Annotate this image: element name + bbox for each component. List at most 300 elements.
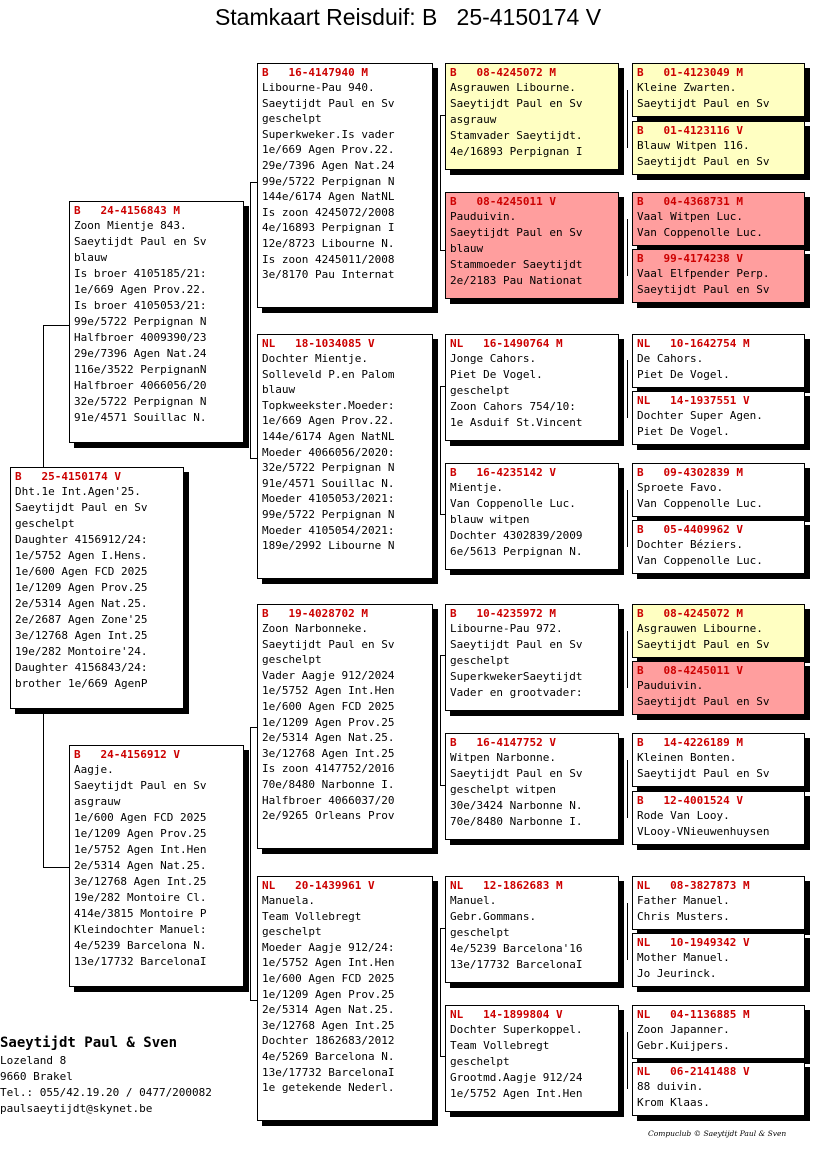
pigeon-card-mfmm: [632, 791, 805, 845]
pigeon-info-line: Jo Jeurinck.: [637, 967, 717, 980]
pigeon-info-line: Is zoon 4147752/2016: [262, 762, 395, 776]
pigeon-info-line: 414e/3815 Montoire P: [74, 907, 207, 920]
ring-number: 20-1439961: [295, 879, 362, 892]
ring-header: [637, 607, 800, 621]
pigeon-info-line: Pauduivin.: [637, 679, 704, 692]
pigeon-info-line: Dochter Béziers.: [637, 538, 743, 551]
pigeon-info-line: Vaal Witpen Luc.: [637, 210, 743, 223]
ring-number: 04-1136885: [670, 1008, 737, 1021]
sex-code: V: [173, 748, 180, 761]
pigeon-card-mfmf: [632, 733, 805, 787]
pigeon-info-line: Blauw Witpen 116.: [637, 139, 750, 152]
ring-number: 19-4028702: [288, 607, 355, 620]
pigeon-info-line: Team Vollebregt: [450, 1039, 550, 1052]
pigeon-info-line: 2e/5314 Agen Nat.25.: [262, 731, 395, 745]
pigeon-card-mmmm: [632, 1062, 805, 1116]
connector-line: [250, 727, 257, 728]
pigeon-info-line: SuperkwekerSaeytijdt: [450, 670, 583, 683]
country-code: B: [637, 124, 644, 137]
pigeon-info-line: Saeytijdt Paul en Sv: [450, 638, 583, 651]
pigeon-card-mfff: [632, 604, 805, 658]
pigeon-info-line: 12e/8723 Libourne N.: [262, 236, 395, 250]
pigeon-info-line: 19e/282 Montoire Cl.: [74, 891, 207, 904]
connector-line: [440, 250, 445, 251]
pigeon-info-line: 30e/3424 Narbonne N.: [450, 799, 583, 812]
pigeon-info-line: geschelpt: [450, 384, 510, 397]
connector-line: [440, 1056, 445, 1057]
pigeon-info-line: Rode Van Looy.: [637, 809, 730, 822]
country-code: NL: [450, 1008, 464, 1021]
pigeon-info-line: Is broer 4105185/21:: [74, 267, 207, 280]
pigeon-info-line: Vader Aagje 912/2024: [262, 668, 395, 682]
pigeon-info-line: 99e/5722 Perpignan N: [262, 507, 395, 521]
country-code: NL: [262, 337, 276, 350]
pigeon-info-line: Saeytijdt Paul en Sv: [637, 283, 770, 296]
pigeon-info-line: Dochter Super Agen.: [637, 409, 763, 422]
ring-header: [637, 794, 800, 808]
pigeon-info-line: Moeder 4066056/2020:: [262, 445, 395, 459]
country-code: B: [637, 66, 644, 79]
pigeon-info-line: Mientje.: [450, 481, 503, 494]
ring-header: [637, 66, 800, 80]
country-code: B: [450, 195, 457, 208]
ring-number: 08-4245072: [476, 66, 543, 79]
pigeon-info-line: blauw witpen: [450, 513, 530, 526]
pigeon-info-line: geschelpt: [15, 517, 75, 530]
pigeon-card-mffm: [632, 661, 805, 715]
country-code: B: [450, 607, 457, 620]
country-code: B: [15, 470, 22, 483]
country-code: B: [74, 748, 81, 761]
pigeon-info-line: Halfbroer 4066056/20: [74, 379, 207, 392]
pigeon-card-mmmf: [632, 1005, 805, 1059]
ring-number: 01-4123116: [663, 124, 730, 137]
pigeon-info-line: Kleinen Bonten.: [637, 751, 737, 764]
pigeon-card-ffmm: [632, 249, 805, 303]
ring-header: [637, 394, 800, 408]
connector-line: [440, 785, 445, 786]
pigeon-info-line: 2e/9265 Orleans Prov: [262, 809, 395, 823]
pigeon-info-line: 144e/6174 Agen NatNL: [262, 190, 395, 204]
ring-number: 04-4368731: [663, 195, 730, 208]
ring-header: [450, 736, 614, 750]
pigeon-info-line: 116e/3522 PerpignanN: [74, 363, 207, 376]
pigeon-info-line: Halfbroer 4009390/23: [74, 331, 207, 344]
connector-line: [250, 458, 257, 459]
ring-header: [262, 879, 428, 893]
sex-code: M: [549, 66, 556, 79]
connector-line: [440, 514, 445, 515]
pigeon-card-dam: [69, 745, 244, 987]
pigeon-card-root: [10, 467, 184, 709]
ring-number: 12-1862683: [483, 879, 550, 892]
pigeon-info-line: blauw: [262, 383, 296, 397]
ring-header: [637, 195, 800, 209]
pigeon-card-fmfm: [632, 391, 805, 445]
page-title: Stamkaart Reisduif: B 25-4150174 V: [214, 4, 602, 30]
ring-number: 18-1034085: [295, 337, 362, 350]
pigeon-info-line: blauw: [450, 242, 484, 255]
pigeon-info-line: Moeder 4105054/2021:: [262, 523, 395, 537]
pigeon-info-line: Saeytijdt Paul en Sv: [15, 501, 148, 514]
sex-code: M: [736, 736, 743, 749]
country-code: NL: [637, 394, 651, 407]
pigeon-info-line: Is zoon 4245011/2008: [262, 252, 395, 266]
pigeon-info-line: Grootmd.Aagje 912/24: [450, 1071, 583, 1084]
pigeon-info-line: 1e/669 Agen Prov.22.: [262, 143, 395, 157]
pigeon-info-line: 1e/600 Agen FCD 2025: [262, 699, 395, 713]
ring-header: [637, 664, 800, 678]
pigeon-info-line: Halfbroer 4066037/20: [262, 793, 395, 807]
pigeon-info-line: Pauduivin.: [450, 210, 517, 223]
sex-code: V: [555, 1008, 563, 1021]
pigeon-info-line: Vaal Elfpender Perp.: [637, 267, 770, 280]
ring-header: [74, 748, 239, 762]
pigeon-info-line: 1e/669 Agen Prov.22.: [262, 414, 395, 428]
ring-header: [637, 879, 800, 893]
connector-line: [250, 727, 251, 1000]
pigeon-info-line: Manuel.: [450, 894, 497, 907]
country-code: NL: [637, 879, 651, 892]
ring-header: [262, 607, 428, 621]
ring-header: [262, 337, 428, 351]
owner-street: Lozeland 8: [0, 1054, 67, 1067]
pigeon-info-line: geschelpt: [262, 112, 322, 126]
country-code: B: [637, 252, 644, 265]
pigeon-card-fmf: [445, 334, 619, 441]
country-code: NL: [450, 879, 464, 892]
connector-line: [440, 115, 445, 116]
pigeon-info-line: asgrauw: [74, 795, 121, 808]
pigeon-info-line: 91e/4571 Souillac N.: [74, 411, 207, 424]
ring-number: 24-4156843: [100, 204, 167, 217]
ring-number: 09-4302839: [663, 466, 730, 479]
pigeon-info-line: 1e/600 Agen FCD 2025: [15, 565, 148, 578]
pigeon-card-ffmf: [632, 192, 805, 246]
ring-number: 14-1937551: [670, 394, 737, 407]
pigeon-info-line: Aagje.: [74, 763, 114, 776]
pigeon-info-line: 1e Asduif St.Vincent: [450, 416, 583, 429]
pigeon-info-line: Dochter Mientje.: [262, 352, 368, 365]
pigeon-info-line: 144e/6174 Agen NatNL: [262, 429, 395, 443]
pigeon-info-line: 1e getekende Nederl.: [262, 1081, 395, 1095]
ring-header: [637, 124, 800, 138]
connector-line: [627, 90, 628, 148]
pigeon-info-line: Stammoeder Saeytijdt: [450, 258, 583, 271]
ring-number: 25-4150174: [41, 470, 108, 483]
pigeon-info-line: 2e/2183 Pau Nationat: [450, 274, 583, 287]
pigeon-info-line: 4e/5269 Barcelona N.: [262, 1049, 395, 1063]
pigeon-info-line: 1e/600 Agen FCD 2025: [262, 971, 395, 985]
connector-line: [43, 325, 69, 326]
ring-header: [637, 252, 800, 266]
ring-header: [637, 466, 800, 480]
connector-line: [440, 655, 441, 785]
country-code: B: [637, 195, 644, 208]
pigeon-info-line: Dochter 1862683/2012: [262, 1034, 395, 1048]
owner-block: [0, 1033, 212, 1117]
connector-line: [440, 928, 445, 929]
pigeon-info-line: 2e/5314 Agen Nat.25.: [74, 859, 207, 872]
connector-line: [440, 386, 441, 514]
connector-line: [440, 386, 445, 387]
owner-city: 9660 Brakel: [0, 1070, 73, 1083]
pigeon-info-line: Saeytijdt Paul en Sv: [637, 638, 770, 651]
ring-header: [262, 66, 428, 80]
pigeon-info-line: 13e/17732 BarcelonaI: [74, 955, 207, 968]
pigeon-info-line: 1e/1209 Agen Prov.25: [262, 987, 395, 1001]
pigeon-info-line: Sproete Favo.: [637, 481, 724, 494]
ring-number: 12-4001524: [663, 794, 730, 807]
country-code: B: [637, 466, 644, 479]
ring-header: [450, 1008, 614, 1022]
pigeon-info-line: 2e/5314 Agen Nat.25.: [262, 1003, 395, 1017]
ring-number: 08-4245011: [663, 664, 730, 677]
pigeon-card-ffff: [632, 63, 805, 117]
sex-code: V: [549, 195, 556, 208]
pigeon-card-sire: [69, 201, 244, 443]
pigeon-info-line: 88 duivin.: [637, 1080, 704, 1093]
pigeon-info-line: 13e/17732 BarcelonaI: [262, 1065, 395, 1079]
pigeon-info-line: 1e/5752 Agen Int.Hen: [450, 1087, 583, 1100]
pigeon-card-mmfm: [632, 933, 805, 987]
pigeon-info-line: 1e/1209 Agen Prov.25: [15, 581, 148, 594]
connector-line: [43, 709, 44, 867]
pigeon-info-line: 32e/5722 Perpignan N: [262, 461, 395, 475]
pigeon-info-line: Manuela.: [262, 894, 315, 907]
pigeon-info-line: Zoon Mientje 843.: [74, 219, 187, 232]
pigeon-info-line: 3e/12768 Agen Int.25: [262, 746, 395, 760]
sex-code: V: [736, 523, 743, 536]
pigeon-info-line: Saeytijdt Paul en Sv: [74, 235, 207, 248]
ring-number: 06-2141488: [670, 1065, 737, 1078]
pigeon-info-line: Father Manuel.: [637, 894, 730, 907]
ring-number: 08-4245072: [663, 607, 730, 620]
pigeon-info-line: Chris Musters.: [637, 910, 730, 923]
ring-header: [637, 1008, 800, 1022]
connector-line: [627, 1032, 628, 1089]
pigeon-info-line: 4e/5239 Barcelona N.: [74, 939, 207, 952]
pigeon-info-line: Asgrauwen Libourne.: [450, 81, 576, 94]
pigeon-info-line: 3e/12768 Agen Int.25: [74, 875, 207, 888]
pigeon-info-line: 70e/8480 Narbonne I.: [450, 815, 583, 828]
ring-number: 10-1949342: [670, 936, 737, 949]
pigeon-info-line: Piet De Vogel.: [637, 368, 730, 381]
sex-code: M: [361, 66, 368, 79]
pigeon-info-line: Kleine Zwarten.: [637, 81, 737, 94]
ring-number: 10-4235972: [476, 607, 543, 620]
connector-line: [250, 182, 251, 459]
country-code: B: [637, 794, 644, 807]
pigeon-info-line: 29e/7396 Agen Nat.24: [262, 158, 395, 172]
pigeon-info-line: 99e/5722 Perpignan N: [74, 315, 207, 328]
ring-header: [637, 1065, 800, 1079]
pigeon-info-line: Van Coppenolle Luc.: [637, 554, 763, 567]
pigeon-card-mmf: [445, 876, 619, 983]
pigeon-card-sire-dam: [257, 334, 433, 579]
country-code: NL: [637, 337, 651, 350]
pigeon-info-line: 1e/5752 Agen Int.Hen: [262, 956, 395, 970]
pigeon-info-line: 19e/282 Montoire'24.: [15, 645, 148, 658]
connector-line: [627, 760, 628, 818]
country-code: B: [450, 466, 457, 479]
sex-code: V: [549, 736, 556, 749]
pigeon-info-line: 4e/16893 Perpignan I: [450, 145, 583, 158]
pigeon-info-line: Moeder Aagje 912/24:: [262, 940, 395, 954]
pigeon-info-line: 4e/16893 Perpignan I: [262, 221, 395, 235]
sex-code: M: [736, 466, 743, 479]
pigeon-card-fmff: [632, 334, 805, 388]
pigeon-info-line: geschelpt: [262, 925, 322, 939]
country-code: B: [637, 736, 644, 749]
pigeon-info-line: 1e/5752 Agen Int.Hen: [262, 684, 395, 698]
pigeon-info-line: Solleveld P.en Palom: [262, 367, 395, 381]
pigeon-info-line: blauw: [74, 251, 108, 264]
sex-code: M: [173, 204, 180, 217]
ring-header: [450, 607, 614, 621]
pigeon-info-line: 70e/8480 Narbonne I.: [262, 777, 395, 791]
pigeon-info-line: Asgrauwen Libourne.: [637, 622, 763, 635]
connector-line: [440, 928, 441, 1056]
pigeon-info-line: 1e/600 Agen FCD 2025: [74, 811, 207, 824]
country-code: B: [637, 664, 644, 677]
pigeon-card-fffm: [632, 121, 805, 175]
ring-number: 05-4409962: [663, 523, 730, 536]
ring-header: [637, 736, 800, 750]
pigeon-info-line: 99e/5722 Perpignan N: [262, 174, 395, 188]
ring-number: 10-1642754: [670, 337, 737, 350]
sex-code: V: [549, 466, 556, 479]
pigeon-info-line: Jonge Cahors.: [450, 352, 537, 365]
connector-line: [627, 490, 628, 547]
connector-line: [250, 1000, 257, 1001]
pigeon-info-line: Zoon Cahors 754/10:: [450, 400, 576, 413]
pigeon-card-mmm: [445, 1005, 619, 1112]
ring-number: 16-4147752: [476, 736, 543, 749]
pigeon-info-line: Saeytijdt Paul en Sv: [450, 767, 583, 780]
ring-header: [450, 879, 614, 893]
pigeon-info-line: Mother Manuel.: [637, 951, 730, 964]
pigeon-info-line: Saeytijdt Paul en Sv: [637, 767, 770, 780]
sex-code: V: [367, 337, 375, 350]
connector-line: [440, 655, 445, 656]
ring-number: 08-4245011: [476, 195, 543, 208]
pigeon-info-line: VLooy-VNieuwenhuysen: [637, 825, 770, 838]
connector-line: [627, 219, 628, 276]
pigeon-info-line: Saeytijdt Paul en Sv: [262, 96, 395, 110]
country-code: NL: [637, 936, 651, 949]
connector-line: [627, 631, 628, 688]
pigeon-info-line: Saeytijdt Paul en Sv: [450, 97, 583, 110]
pigeon-card-dam-dam: [257, 876, 433, 1121]
connector-line: [250, 182, 257, 183]
country-code: NL: [637, 1065, 651, 1078]
pigeon-info-line: geschelpt witpen: [450, 783, 556, 796]
pigeon-info-line: Stamvader Saeytijdt.: [450, 129, 583, 142]
sex-code: M: [736, 195, 743, 208]
sex-code: V: [736, 794, 743, 807]
pigeon-info-line: asgrauw: [450, 113, 497, 126]
pigeon-info-line: 1e/669 Agen Prov.22.: [74, 283, 207, 296]
ring-number: 16-4235142: [476, 466, 543, 479]
pigeon-info-line: Superkweker.Is vader: [262, 127, 395, 141]
pigeon-info-line: geschelpt: [450, 654, 510, 667]
connector-line: [627, 360, 628, 418]
pigeon-card-fmmf: [632, 463, 805, 517]
pigeon-info-line: 13e/17732 BarcelonaI: [450, 958, 583, 971]
pigeon-info-line: Zoon Japanner.: [637, 1023, 730, 1036]
country-code: NL: [637, 1008, 651, 1021]
ring-number: 01-4123049: [663, 66, 730, 79]
pigeon-info-line: Saeytijdt Paul en Sv: [637, 695, 770, 708]
footer-credit: Compuclub © Saeytijdt Paul & Sven: [648, 1129, 787, 1138]
pigeon-info-line: 2e/2687 Agen Zone'25: [15, 613, 148, 626]
owner-email[interactable]: paulsaeytijdt@skynet.be: [0, 1102, 153, 1115]
pigeon-info-line: Piet De Vogel.: [637, 425, 730, 438]
ring-header: [450, 66, 614, 80]
sex-code: M: [549, 607, 556, 620]
pigeon-info-line: Saeytijdt Paul en Sv: [637, 155, 770, 168]
ring-header: [637, 936, 800, 950]
ring-number: 16-4147940: [288, 66, 355, 79]
ring-header: [450, 195, 614, 209]
pigeon-info-line: 6e/5613 Perpignan N.: [450, 545, 583, 558]
pigeon-info-line: Gebr.Kuijpers.: [637, 1039, 730, 1052]
ring-number: 16-1490764: [483, 337, 550, 350]
sex-code: M: [736, 66, 743, 79]
pigeon-info-line: Team Vollebregt: [262, 909, 362, 923]
pigeon-card-dam-sire: [257, 604, 433, 849]
country-code: B: [450, 736, 457, 749]
pigeon-info-line: Daughter 4156912/24:: [15, 533, 148, 546]
sex-code: V: [742, 394, 750, 407]
sex-code: V: [742, 936, 750, 949]
pigeon-info-line: 189e/2992 Libourne N: [262, 539, 395, 553]
pigeon-info-line: 32e/5722 Perpignan N: [74, 395, 207, 408]
pigeon-info-line: Libourne-Pau 940.: [262, 81, 375, 94]
sex-code: V: [742, 1065, 750, 1078]
pigeon-info-line: Libourne-Pau 972.: [450, 622, 563, 635]
ring-header: [15, 470, 179, 484]
pigeon-card-mmff: [632, 876, 805, 930]
pigeon-info-line: Topkweekster.Moeder:: [262, 398, 395, 412]
pigeon-card-mff: [445, 604, 619, 711]
pigeon-info-line: Piet De Vogel.: [450, 368, 543, 381]
pigeon-info-line: Dht.1e Int.Agen'25.: [15, 485, 141, 498]
pigeon-info-line: Witpen Narbonne.: [450, 751, 556, 764]
connector-line: [43, 325, 44, 467]
country-code: B: [262, 66, 269, 79]
country-code: B: [262, 607, 269, 620]
ring-number: 99-4174238: [663, 252, 730, 265]
sex-code: V: [114, 470, 121, 483]
pigeon-info-line: 91e/4571 Souillac N.: [262, 476, 395, 490]
pigeon-info-line: Vader en grootvader:: [450, 686, 583, 699]
pigeon-info-line: Moeder 4105053/2021:: [262, 492, 395, 506]
connector-line: [43, 867, 69, 868]
pigeon-info-line: De Cahors.: [637, 352, 704, 365]
pigeon-card-ffm: [445, 192, 619, 299]
pigeon-info-line: Gebr.Gommans.: [450, 910, 537, 923]
sex-code: M: [555, 879, 563, 892]
pigeon-info-line: Saeytijdt Paul en Sv: [450, 226, 583, 239]
sex-code: V: [367, 879, 375, 892]
country-code: B: [74, 204, 81, 217]
pigeon-info-line: Van Coppenolle Luc.: [637, 497, 763, 510]
ring-number: 14-1899804: [483, 1008, 550, 1021]
pigeon-info-line: Zoon Narbonneke.: [262, 622, 368, 635]
pigeon-info-line: 1e/5752 Agen Int.Hen: [74, 843, 207, 856]
